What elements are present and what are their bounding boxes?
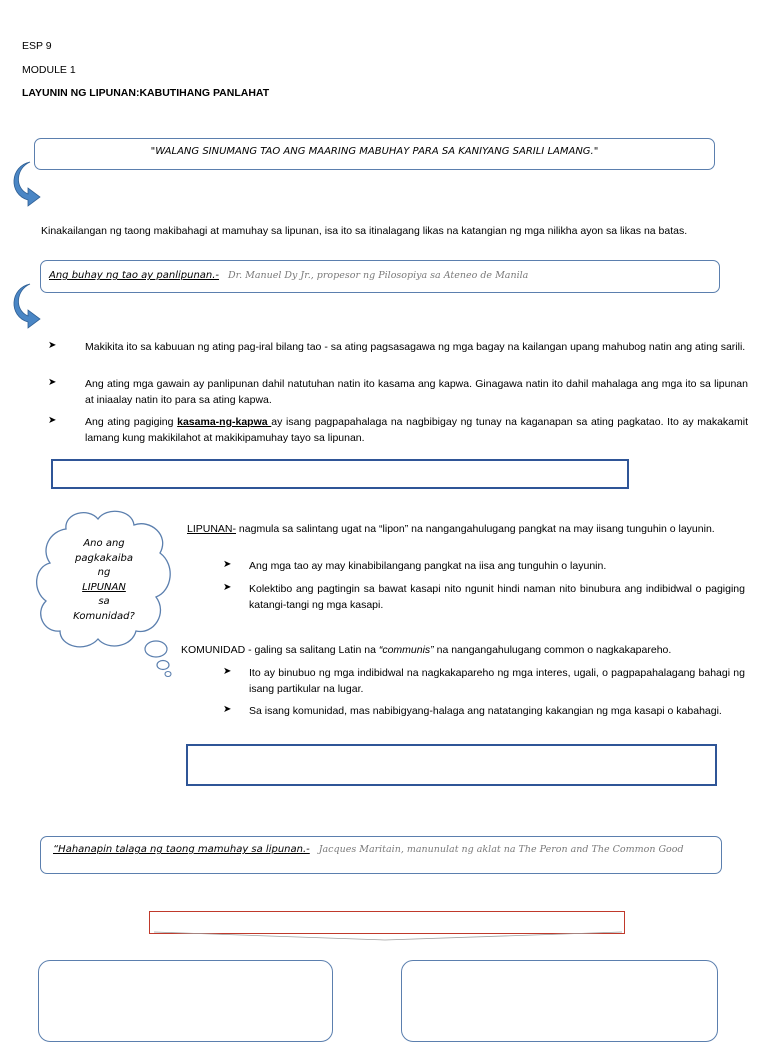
komunidad-point-text: Ito ay binubuo ng mga indibidwal na nagkakapareho ng mga interes, ugali, o pagpapahalagang bahagi ng isang partikular na lugar. bbox=[249, 667, 745, 695]
bullet-arrow-icon: ➤ bbox=[223, 582, 232, 593]
bullet-text: Ang ating mga gawain ay panlipunan dahil natutuhan natin ito kasama ang kapwa. Ginagawa natin ito dahil mahalaga ang mga ito sa lipunan at iniaalay natin ito para sa ating kapwa. bbox=[85, 378, 748, 406]
quote-box-2 bbox=[40, 260, 720, 293]
lipunan-point bbox=[223, 582, 745, 613]
bullet-text-pre: Ang ating pagiging bbox=[85, 416, 178, 428]
lipunan-definition-text: nagmula sa salintang ugat na “lipon” na nangangahulugang pangkat na may iisang tunguhin o layunin. bbox=[236, 523, 715, 535]
lipunan-point bbox=[223, 559, 745, 575]
bullet-arrow-icon: ➤ bbox=[48, 377, 57, 388]
bullet-arrow-icon: ➤ bbox=[48, 415, 57, 426]
bullet-arrow-icon: ➤ bbox=[223, 704, 232, 715]
cloud-lipunan-word: LIPUNAN bbox=[82, 581, 126, 593]
bullet-text-post: ay isang pagpapahalaga na nagbibigay ng tunay na kaganapan sa ating pagkatao. Ito ay makakamit lamang kung makikilahot at makikipamuhay tayo sa lipunan. bbox=[85, 416, 749, 444]
document-title: LAYUNIN NG LIPUNAN:KABUTIHANG PANLAHAT bbox=[22, 87, 270, 99]
bullet-arrow-icon: ➤ bbox=[223, 559, 232, 570]
bullet-text: Makikita ito sa kabuuan ng ating pag-iral bilang tao - sa ating pagsasagawa ng mga bagay na kailangan upang mahubog natin ang ating sarili. bbox=[85, 341, 746, 353]
komunidad-definition-text: - galing sa salitang Latin na bbox=[245, 644, 379, 656]
lipunan-point-text: Kolektibo ang pagtingin sa bawat kasapi nito ngunit hindi naman nito binubura ang indibidwal o pagiging katangi-tangi ng mga kasapi. bbox=[249, 583, 745, 611]
cloud-line: Ano ang bbox=[83, 538, 125, 549]
bullet-item bbox=[48, 377, 748, 408]
lipunan-definition bbox=[187, 521, 745, 537]
lipunan-term: LIPUNAN- bbox=[187, 523, 237, 535]
cloud-line: Komunidad? bbox=[73, 610, 135, 622]
bullet-arrow-icon: ➤ bbox=[223, 666, 232, 677]
quote-3-text: “Hahanapin talaga ng taong mamuhay sa lipunan.- bbox=[53, 844, 310, 855]
bullet-arrow-icon: ➤ bbox=[48, 340, 57, 351]
quote-2-text: Ang buhay ng tao ay panlipunan.- bbox=[49, 270, 220, 281]
quote-3-author: Jacques Maritain, manunulat ng aklat na The Peron and The Common Good bbox=[318, 844, 684, 855]
curved-arrow-icon bbox=[10, 282, 50, 328]
quote-box-1 bbox=[34, 138, 715, 170]
cloud-text bbox=[54, 537, 154, 624]
komunidad-definition-text: na nangangahulugang common o nagkakapareho. bbox=[433, 644, 672, 656]
quote-2-author: Dr. Manuel Dy Jr., propesor ng Pilosopiya sa Ateneo de Manila bbox=[227, 270, 529, 281]
blank-answer-box[interactable] bbox=[51, 459, 629, 489]
cloud-line: pagkakaiba bbox=[75, 552, 133, 564]
bottom-right-answer-box[interactable] bbox=[401, 960, 718, 1042]
blank-answer-box[interactable] bbox=[186, 744, 717, 786]
curved-arrow-icon bbox=[10, 160, 50, 206]
kasama-ng-kapwa-term: kasama-ng-kapwa bbox=[177, 416, 272, 428]
komunidad-definition bbox=[181, 644, 747, 656]
lipunan-point-text: Ang mga tao ay may kinabibilangang pangkat na iisa ang tunguhin o layunin. bbox=[249, 560, 607, 572]
bullet-item bbox=[48, 340, 748, 356]
bullet-item bbox=[48, 415, 748, 446]
komunidad-point bbox=[223, 704, 745, 720]
bottom-left-answer-box[interactable] bbox=[38, 960, 333, 1042]
module-label: MODULE 1 bbox=[22, 64, 76, 76]
communis-word: “communis” bbox=[378, 644, 434, 656]
intro-paragraph: Kinakailangan ng taong makibahagi at mamuhay sa lipunan, isa ito sa itinalagang likas na katangian ng mga nilikha ayon sa likas na batas. bbox=[41, 225, 688, 237]
komunidad-term: KOMUNIDAD bbox=[181, 644, 246, 656]
komunidad-point-text: Sa isang komunidad, mas nabibigyang-halaga ang natatanging kakangian ng mga kasapi o kabahagi. bbox=[249, 705, 722, 717]
quote-1-text: "WALANG SINUMANG TAO ANG MAARING MABUHAY PARA SA KANIYANG SARILI LAMANG." bbox=[150, 146, 599, 157]
subject-label: ESP 9 bbox=[22, 40, 52, 52]
cloud-line: sa bbox=[98, 596, 110, 607]
quote-box-3 bbox=[40, 836, 722, 874]
komunidad-point bbox=[223, 666, 745, 697]
bullet-text bbox=[85, 415, 748, 446]
connector-line bbox=[140, 930, 630, 944]
cloud-line: ng bbox=[97, 567, 111, 578]
